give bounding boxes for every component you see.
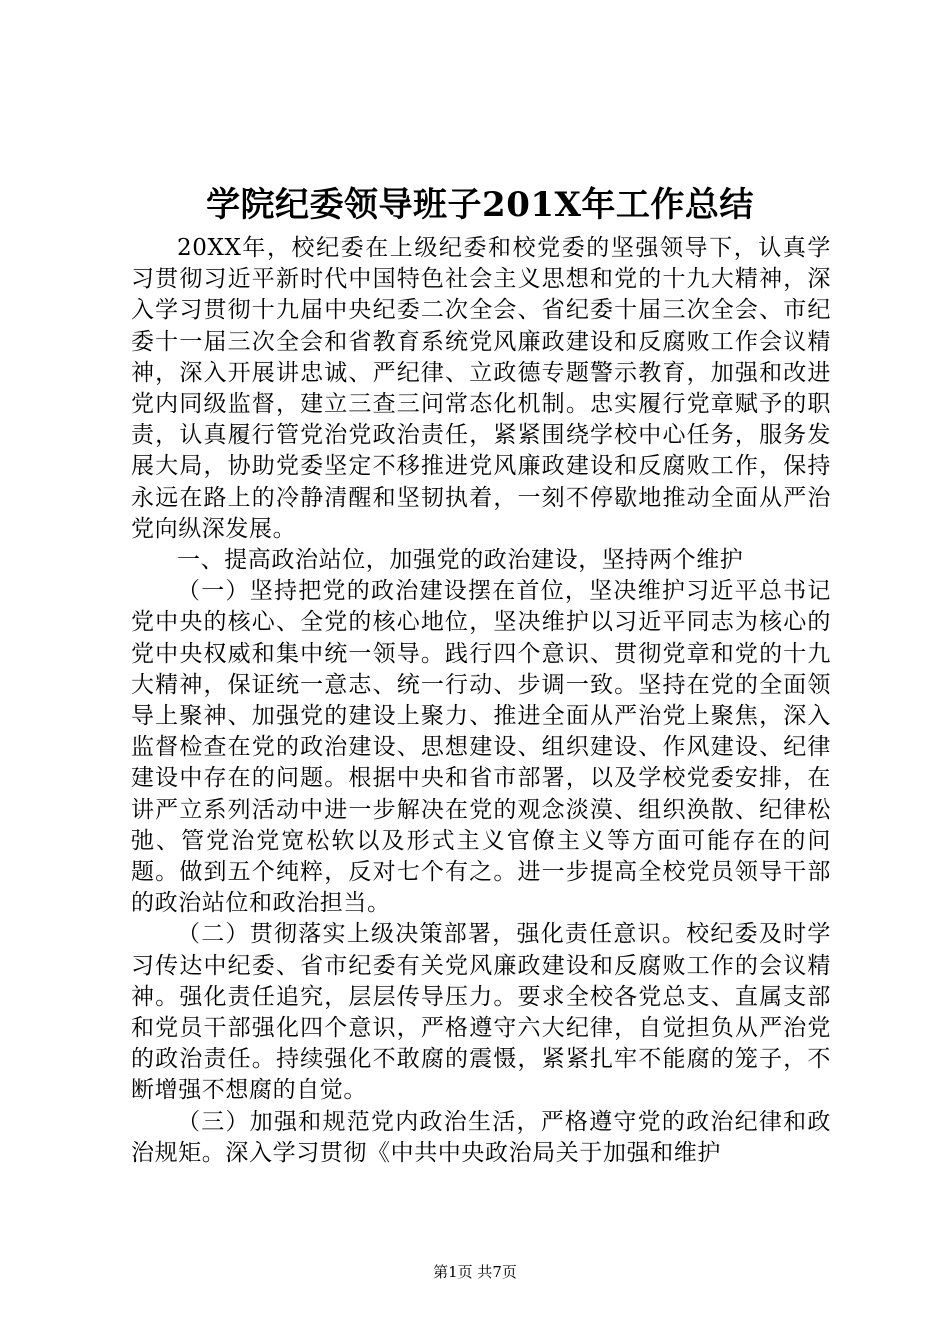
subsection-paragraph-3: （三）加强和规范党内政治生活，严格遵守党的政治纪律和政治规矩。深入学习贯彻《中共中央政治局关于加强和维护 (131, 1108, 831, 1166)
subsection-paragraph-1: （一）坚持把党的政治建设摆在首位，坚决维护习近平总书记党中央的核心、全党的核心地位，坚决维护以习近平同志为核心的党中央权威和集中统一领导。践行四个意识、贯彻党章和党的十九大精神，保证统一意志、统一行动、步调一致。坚持在党的全面领导上聚神、加强党的建设上聚力、推进全面从严治党上聚焦，深入监督检查在党的政治建设、思想建设、组织建设、作风建设、纪律建设中存在的问题。根据中央和省市部署，以及学校党委安排，在讲严立系列活动中进一步解决在党的观念淡漠、组织涣散、纪律松弛、管党治党宽松软以及形式主义官僚主义等方面可能存在的问题。做到五个纯粹，反对七个有之。进一步提高全校党员领导干部的政治站位和政治担当。 (131, 578, 831, 917)
document-title: 学院纪委领导班子201X年工作总结 (206, 185, 754, 225)
subsection-paragraph-2: （二）贯彻落实上级决策部署，强化责任意识。校纪委及时学习传达中纪委、省市纪委有关党风廉政建设和反腐败工作的会议精神。强化责任追究，层层传导压力。要求全校各党总支、直属支部和党员干部强化四个意识，严格遵守六大纪律，自觉担负从严治党的政治责任。持续强化不敢腐的震慑，紧紧扎牢不能腐的笼子，不断增强不想腐的自觉。 (131, 921, 831, 1104)
page-number: 第1页 共7页 (433, 1263, 517, 1281)
intro-paragraph: 20XX年，校纪委在上级纪委和校党委的坚强领导下，认真学习贯彻习近平新时代中国特色社会主义思想和党的十九大精神，深入学习贯彻十九届中央纪委二次全会、省纪委十届三次全会、市纪委十一届三次全会和省教育系统党风廉政建设和反腐败工作会议精神，深入开展讲忠诚、严纪律、立政德专题警示教育，加强和改进党内同级监督，建立三查三问常态化机制。忠实履行党章赋予的职责，认真履行管党治党政治责任，紧紧围绕学校中心任务，服务发展大局，协助党委坚定不移推进党风廉政建设和反腐败工作，保持永远在路上的冷静清醒和坚韧执着，一刻不停歇地推动全面从严治党向纵深发展。 (131, 235, 831, 542)
section-heading-1: 一、提高政治站位，加强党的政治建设，坚持两个维护 (177, 547, 744, 574)
document-body (131, 233, 831, 1169)
page-footer (0, 1262, 950, 1282)
